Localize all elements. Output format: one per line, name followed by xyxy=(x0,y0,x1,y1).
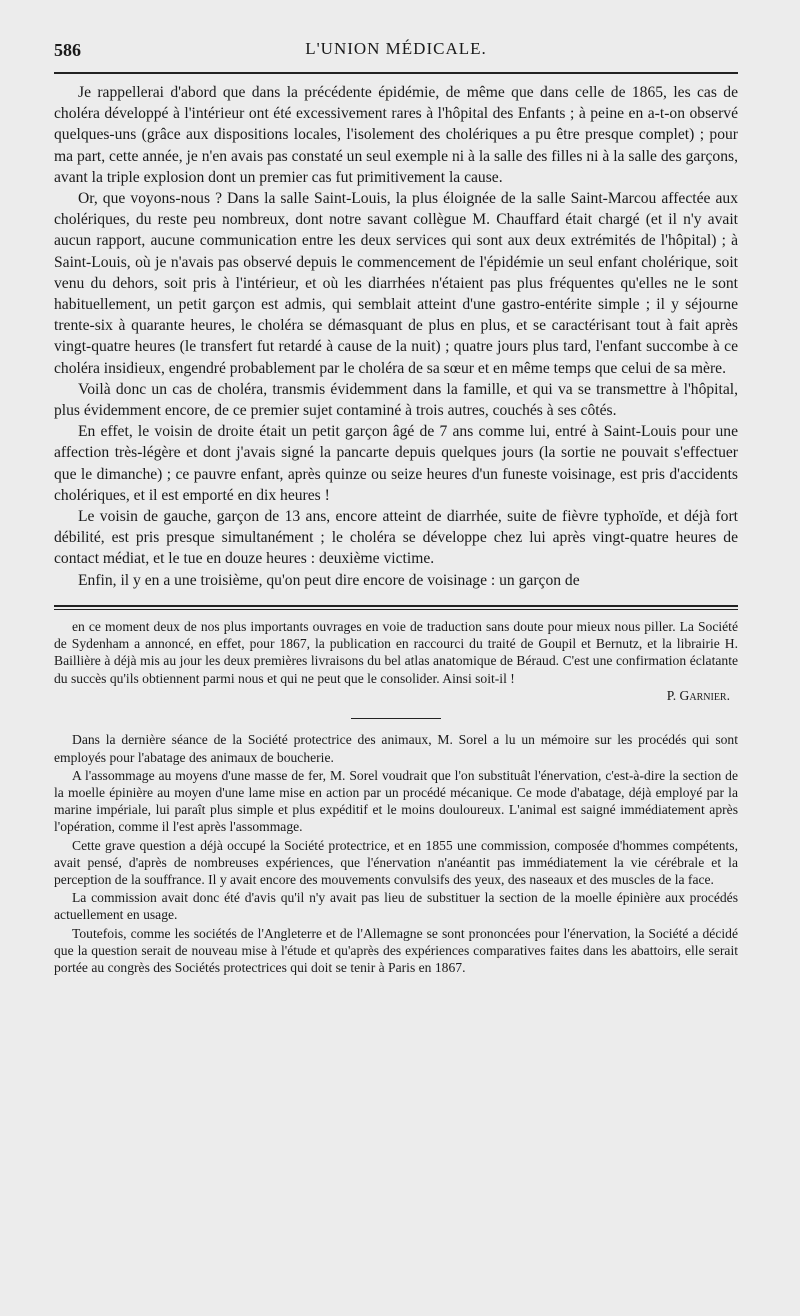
page-number: 586 xyxy=(54,40,81,60)
page-header xyxy=(54,36,738,66)
paragraph: En effet, le voisin de droite était un petit garçon âgé de 7 ans comme lui, entré à Saint-Louis pour une affection très-légère et dont j'avais signé la pancarte depuis quelques jours (la sortie ne pouvait s'effectuer que le dimanche) ; ce pauvre enfant, après quinze ou seize heures d'un funeste voisinage, est pris d'accidents cholériques, et il est emporté en dix heures ! xyxy=(54,423,738,504)
running-title: L'UNION MÉDICALE. xyxy=(305,39,487,58)
article-paragraph: Toutefois, comme les sociétés de l'Angleterre et de l'Allemagne se sont prononcées pour l'énervation, la Société a décidé que la question serait de nouveau mise à l'étude et qu'après des expériences comparatives faites dans les abattoirs, elle serait portée au congrès des Sociétés protectrices qui doit se tenir à Paris en 1867. xyxy=(54,925,738,975)
main-text xyxy=(54,82,738,591)
section-divider xyxy=(54,605,738,610)
short-divider xyxy=(351,718,441,719)
article-paragraph: A l'assommage au moyens d'une masse de fer, M. Sorel voudrait que l'on substituât l'énervation, c'est-à-dire la section de la moelle épinière au moyen d'une lame mise en action par un procédé mécanique. Ce mode d'abatage, déjà employé par la marine impériale, lui paraît plus simple et plus expéditif et le moins douloureux. L'animal est saigné immédiatement après l'opération, comme il l'est après l'assommage. xyxy=(54,767,738,835)
article-paragraph: La commission avait donc été d'avis qu'il n'y avait pas lieu de substituer la section de la moelle épinière aux procédés actuellement en usage. xyxy=(54,890,738,923)
paragraph: Je rappellerai d'abord que dans la précédente épidémie, de même que dans celle de 1865, les cas de choléra développé à l'intérieur ont été excessivement rares à l'hôpital des Enfants ; à peine en a-t-on observé quelques-uns (grâce aux dispositions locales, l'isolement des cholériques a pu être presque complet) ; pour ma part, cette année, je n'en avais pas constaté un seul exemple ni à la salle des filles ni à la salle des garçons, avant la triple explosion dont un premier cas fut primitivement la cause. xyxy=(54,84,738,186)
footnote xyxy=(54,618,738,704)
article-paragraph: Dans la dernière séance de la Société protectrice des animaux, M. Sorel a lu un mémoire sur les procédés qui sont employés pour l'abatage des animaux de boucherie. xyxy=(54,732,738,765)
article-paragraph: Cette grave question a déjà occupé la Société protectrice, et en 1855 une commission, composée d'hommes compétents, avait pensé, d'après de nombreuses expériences, que l'énervation n'anéantit pas immédiatement la vie cérébrale et la perception de la souffrance. Il y avait encore des mouvements convulsifs des yeux, des naseaux et des muscles de la face. xyxy=(54,837,738,887)
paragraph: Le voisin de gauche, garçon de 13 ans, encore atteint de diarrhée, suite de fièvre typhoïde, et déjà fort débilité, est pris presque simultanément ; le choléra se développe chez lui après vingt-quatre heures de contact médiat, et le tue en douze heures : deuxième victime. xyxy=(54,508,738,568)
article xyxy=(54,731,738,976)
header-rule xyxy=(54,72,738,74)
footnote-signature: P. Garnier. xyxy=(666,688,730,704)
paragraph: Enfin, il y en a une troisième, qu'on peut dire encore de voisinage : un garçon de xyxy=(78,571,580,589)
paragraph: Or, que voyons-nous ? Dans la salle Saint-Louis, la plus éloignée de la salle Saint-Marcou affectée aux cholériques, du reste peu nombreux, dont notre savant collègue M. Chauffard était chargé (et il n'y avait aucun rapport, aucune communication entre les deux services qui sont aux deux extrémités de l'hôpital) ; à Saint-Louis, où je n'avais pas observé depuis le commencement de l'épidémie un seul enfant cholérique, soit venu du dehors, soit pris à l'intérieur, et où les diarrhées n'étaient pas plus fréquentes qu'elles ne le sont habituellement, un petit garçon est admis, qui semblait atteint d'une gastro-entérite simple ; il y séjourne trente-six à quarante heures, le choléra se démasquant de plus en plus, et se caractérisant tout à fait après vingt-quatre heures (le transfert fut retardé à cause de la nuit) ; quatre jours plus tard, l'enfant succombe à ce choléra insidieux, engendré probablement par le choléra de sa sœur et en même temps que celui de sa mère. xyxy=(54,190,738,377)
paragraph: Voilà donc un cas de choléra, transmis évidemment dans la famille, et qui va se transmettre à l'hôpital, plus évidemment encore, de ce premier sujet contaminé à trois autres, couchés à ses côtés. xyxy=(54,380,738,420)
footnote-text: en ce moment deux de nos plus importants ouvrages en voie de traduction sans doute pour mieux nous piller. La Société de Sydenham a annoncé, en effet, pour 1867, la publication en raccourci du traité de Goupil et Bernutz, et la librairie H. Baillière à déjà mis au jour les deux premières livraisons du bel atlas anatomique de Béraud. C'est une confirmation éclatante du succès qu'ils obtiennent parmi nous et qui ne peut que le consolider. Ainsi soit-il ! xyxy=(54,618,738,686)
